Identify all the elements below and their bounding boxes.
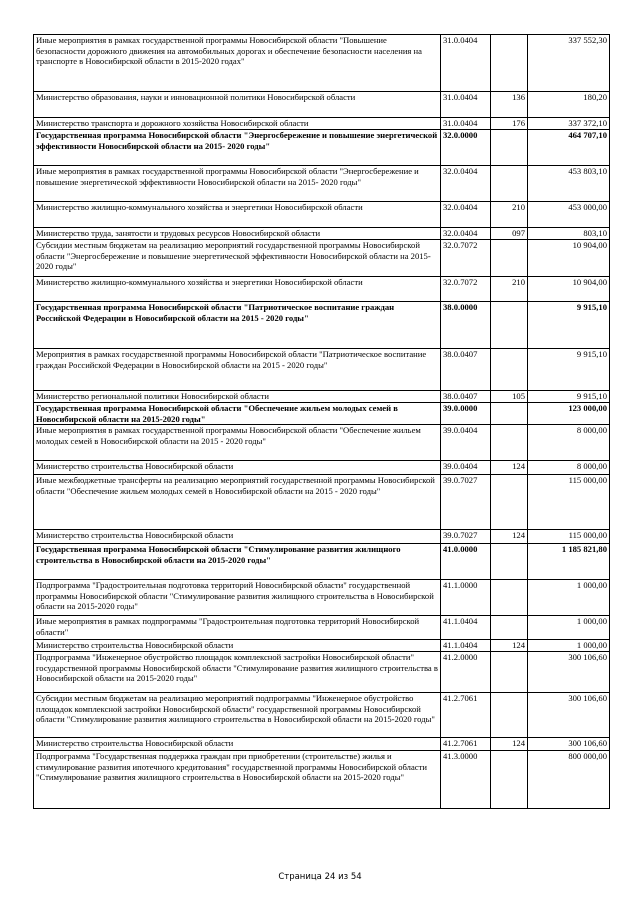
row-code-cell: 41.2.7061 <box>441 738 491 751</box>
row-code-cell: 31.0.0404 <box>441 35 491 92</box>
row-name-cell: Субсидии местным бюджетам на реализацию мероприятий государственной программы Новосибирской области "Энергосбережение и повышение энергетической эффективности Новосибирской области на 2015-2020 годы" <box>34 240 441 277</box>
table-row <box>34 530 610 544</box>
row-amount-cell: 10 904,00 <box>528 277 610 302</box>
row-name-cell: Подпрограмма "Градостроительная подготовка территорий Новосибирской области" государственной программы Новосибирской области "Стимулирование развития жилищного строительства в Новосибирской области на 2015-2020 годы" <box>34 580 441 616</box>
table-row <box>34 240 610 277</box>
table-row <box>34 475 610 530</box>
row-name-cell: Мероприятия в рамках государственной программы Новосибирской области "Патриотическое воспитание граждан Российской Федерации в Новосибирской области на 2015 - 2020 годы" <box>34 349 441 391</box>
row-vr-cell <box>491 544 528 580</box>
table-row <box>34 640 610 652</box>
table-row <box>34 461 610 475</box>
row-name-cell: Иные мероприятия в рамках государственной программы Новосибирской области "Энергосбережение и повышение энергетической эффективности Новосибирской области на 2015- 2020 годы" <box>34 166 441 202</box>
row-name-cell: Министерство жилищно-коммунального хозяйства и энергетики Новосибирской области <box>34 202 441 228</box>
row-vr-cell: 136 <box>491 92 528 118</box>
row-amount-cell: 1 000,00 <box>528 580 610 616</box>
row-code-cell: 38.0.0407 <box>441 349 491 391</box>
row-code-cell: 39.0.7027 <box>441 530 491 544</box>
row-name-cell: Государственная программа Новосибирской области "Обеспечение жильем молодых семей в Новосибирской области на 2015-2020 годы" <box>34 403 441 425</box>
row-vr-cell <box>491 130 528 166</box>
row-vr-cell: 124 <box>491 530 528 544</box>
row-name-cell: Министерство строительства Новосибирской области <box>34 738 441 751</box>
row-amount-cell: 337 372,10 <box>528 118 610 130</box>
row-amount-cell: 9 915,10 <box>528 391 610 403</box>
table-row <box>34 544 610 580</box>
table-row <box>34 92 610 118</box>
row-name-cell: Иные мероприятия в рамках государственной программы Новосибирской области "Обеспечение жильем молодых семей в Новосибирской области на 2015 - 2020 годы" <box>34 425 441 461</box>
row-vr-cell <box>491 403 528 425</box>
row-name-cell: Иные мероприятия в рамках подпрограммы "Градостроительная подготовка территорий Новосибирской области" <box>34 616 441 640</box>
table-row <box>34 738 610 751</box>
row-vr-cell: 124 <box>491 738 528 751</box>
table-row <box>34 580 610 616</box>
row-code-cell: 39.0.7027 <box>441 475 491 530</box>
row-amount-cell: 180,20 <box>528 92 610 118</box>
table-row <box>34 425 610 461</box>
row-code-cell: 41.1.0404 <box>441 640 491 652</box>
table-row <box>34 302 610 349</box>
table-row <box>34 616 610 640</box>
row-amount-cell: 123 000,00 <box>528 403 610 425</box>
row-code-cell: 41.1.0404 <box>441 616 491 640</box>
table-row <box>34 118 610 130</box>
row-vr-cell <box>491 616 528 640</box>
row-code-cell: 41.3.0000 <box>441 751 491 809</box>
table-row <box>34 349 610 391</box>
budget-table <box>33 34 610 809</box>
row-amount-cell: 1 000,00 <box>528 640 610 652</box>
row-amount-cell: 8 000,00 <box>528 461 610 475</box>
row-code-cell: 38.0.0407 <box>441 391 491 403</box>
row-amount-cell: 464 707,10 <box>528 130 610 166</box>
row-amount-cell: 1 185 821,80 <box>528 544 610 580</box>
row-amount-cell: 115 000,00 <box>528 530 610 544</box>
row-vr-cell: 210 <box>491 202 528 228</box>
row-code-cell: 39.0.0404 <box>441 425 491 461</box>
table-row <box>34 130 610 166</box>
row-vr-cell <box>491 425 528 461</box>
row-code-cell: 38.0.0000 <box>441 302 491 349</box>
row-vr-cell <box>491 693 528 738</box>
row-code-cell: 41.0.0000 <box>441 544 491 580</box>
row-amount-cell: 8 000,00 <box>528 425 610 461</box>
row-vr-cell <box>491 349 528 391</box>
row-vr-cell: 210 <box>491 277 528 302</box>
row-name-cell: Министерство жилищно-коммунального хозяйства и энергетики Новосибирской области <box>34 277 441 302</box>
table-row <box>34 391 610 403</box>
row-amount-cell: 9 915,10 <box>528 349 610 391</box>
table-row <box>34 751 610 809</box>
row-vr-cell: 176 <box>491 118 528 130</box>
row-vr-cell <box>491 652 528 693</box>
row-name-cell: Подпрограмма "Государственная поддержка граждан при приобретении (строительстве) жилья и стимулирование развития ипотечного кредитования" государственной программы Новосибирской области "Стимулирование развития жилищного строительства в Новосибирской области на 2015-2020 годы" <box>34 751 441 809</box>
row-name-cell: Министерство региональной политики Новосибирской области <box>34 391 441 403</box>
row-name-cell: Министерство строительства Новосибирской области <box>34 530 441 544</box>
row-name-cell: Министерство строительства Новосибирской области <box>34 461 441 475</box>
table-row <box>34 202 610 228</box>
row-amount-cell: 803,10 <box>528 228 610 240</box>
row-code-cell: 32.0.0404 <box>441 228 491 240</box>
table-row <box>34 166 610 202</box>
table-row <box>34 228 610 240</box>
row-vr-cell: 124 <box>491 640 528 652</box>
budget-table-body <box>34 35 610 809</box>
table-row <box>34 693 610 738</box>
row-name-cell: Субсидии местным бюджетам на реализацию мероприятий подпрограммы "Инженерное обустройство площадок комплексной застройки Новосибирской области" государственной программы Новосибирской области "Стимулирование развития жилищного строительства в Новосибирской области на 2015-2020 годы" <box>34 693 441 738</box>
row-name-cell: Государственная программа Новосибирской области "Патриотическое воспитание граждан Российской Федерации в Новосибирской области на 2015 - 2020 годы" <box>34 302 441 349</box>
row-vr-cell: 105 <box>491 391 528 403</box>
row-amount-cell: 1 000,00 <box>528 616 610 640</box>
row-code-cell: 32.0.7072 <box>441 240 491 277</box>
row-amount-cell: 800 000,00 <box>528 751 610 809</box>
row-amount-cell: 453 803,10 <box>528 166 610 202</box>
row-name-cell: Министерство транспорта и дорожного хозяйства Новосибирской области <box>34 118 441 130</box>
row-code-cell: 41.2.0000 <box>441 652 491 693</box>
row-name-cell: Министерство труда, занятости и трудовых ресурсов Новосибирской области <box>34 228 441 240</box>
row-code-cell: 31.0.0404 <box>441 118 491 130</box>
row-code-cell: 32.0.7072 <box>441 277 491 302</box>
row-amount-cell: 10 904,00 <box>528 240 610 277</box>
row-name-cell: Государственная программа Новосибирской области "Энергосбережение и повышение энергетической эффективности Новосибирской области на 2015- 2020 годы" <box>34 130 441 166</box>
row-code-cell: 32.0.0404 <box>441 202 491 228</box>
row-code-cell: 32.0.0000 <box>441 130 491 166</box>
page-footer: Страница 24 из 54 <box>278 872 362 882</box>
row-code-cell: 41.1.0000 <box>441 580 491 616</box>
table-row <box>34 277 610 302</box>
row-vr-cell <box>491 166 528 202</box>
row-name-cell: Министерство образования, науки и инновационной политики Новосибирской области <box>34 92 441 118</box>
table-row <box>34 403 610 425</box>
row-amount-cell: 9 915,10 <box>528 302 610 349</box>
row-name-cell: Министерство строительства Новосибирской области <box>34 640 441 652</box>
table-row <box>34 652 610 693</box>
row-amount-cell: 115 000,00 <box>528 475 610 530</box>
row-vr-cell <box>491 302 528 349</box>
row-vr-cell: 124 <box>491 461 528 475</box>
row-name-cell: Государственная программа Новосибирской области "Стимулирование развития жилищного строительства в Новосибирской области на 2015-2020 годы" <box>34 544 441 580</box>
row-code-cell: 41.2.7061 <box>441 693 491 738</box>
row-amount-cell: 337 552,30 <box>528 35 610 92</box>
row-code-cell: 31.0.0404 <box>441 92 491 118</box>
table-row <box>34 35 610 92</box>
row-vr-cell <box>491 240 528 277</box>
row-code-cell: 39.0.0000 <box>441 403 491 425</box>
row-vr-cell: 097 <box>491 228 528 240</box>
row-vr-cell <box>491 751 528 809</box>
row-code-cell: 32.0.0404 <box>441 166 491 202</box>
row-amount-cell: 453 000,00 <box>528 202 610 228</box>
row-vr-cell <box>491 35 528 92</box>
row-amount-cell: 300 106,60 <box>528 652 610 693</box>
row-amount-cell: 300 106,60 <box>528 693 610 738</box>
row-name-cell: Иные мероприятия в рамках государственной программы Новосибирской области "Повышение безопасности дорожного движения на автомобильных дорогах и обеспечение безопасности населения на транспорте в Новосибирской области в 2015-2020 годах" <box>34 35 441 92</box>
row-vr-cell <box>491 580 528 616</box>
row-name-cell: Иные межбюджетные трансферты на реализацию мероприятий государственной программы Новосибирской области "Обеспечение жильем молодых семей в Новосибирской области на 2015 - 2020 годы" <box>34 475 441 530</box>
row-name-cell: Подпрограмма "Инженерное обустройство площадок комплексной застройки Новосибирской области" государственной программы Новосибирской области "Стимулирование развития жилищного строительства в Новосибирской области на 2015-2020 годы" <box>34 652 441 693</box>
row-vr-cell <box>491 475 528 530</box>
row-code-cell: 39.0.0404 <box>441 461 491 475</box>
row-amount-cell: 300 106,60 <box>528 738 610 751</box>
